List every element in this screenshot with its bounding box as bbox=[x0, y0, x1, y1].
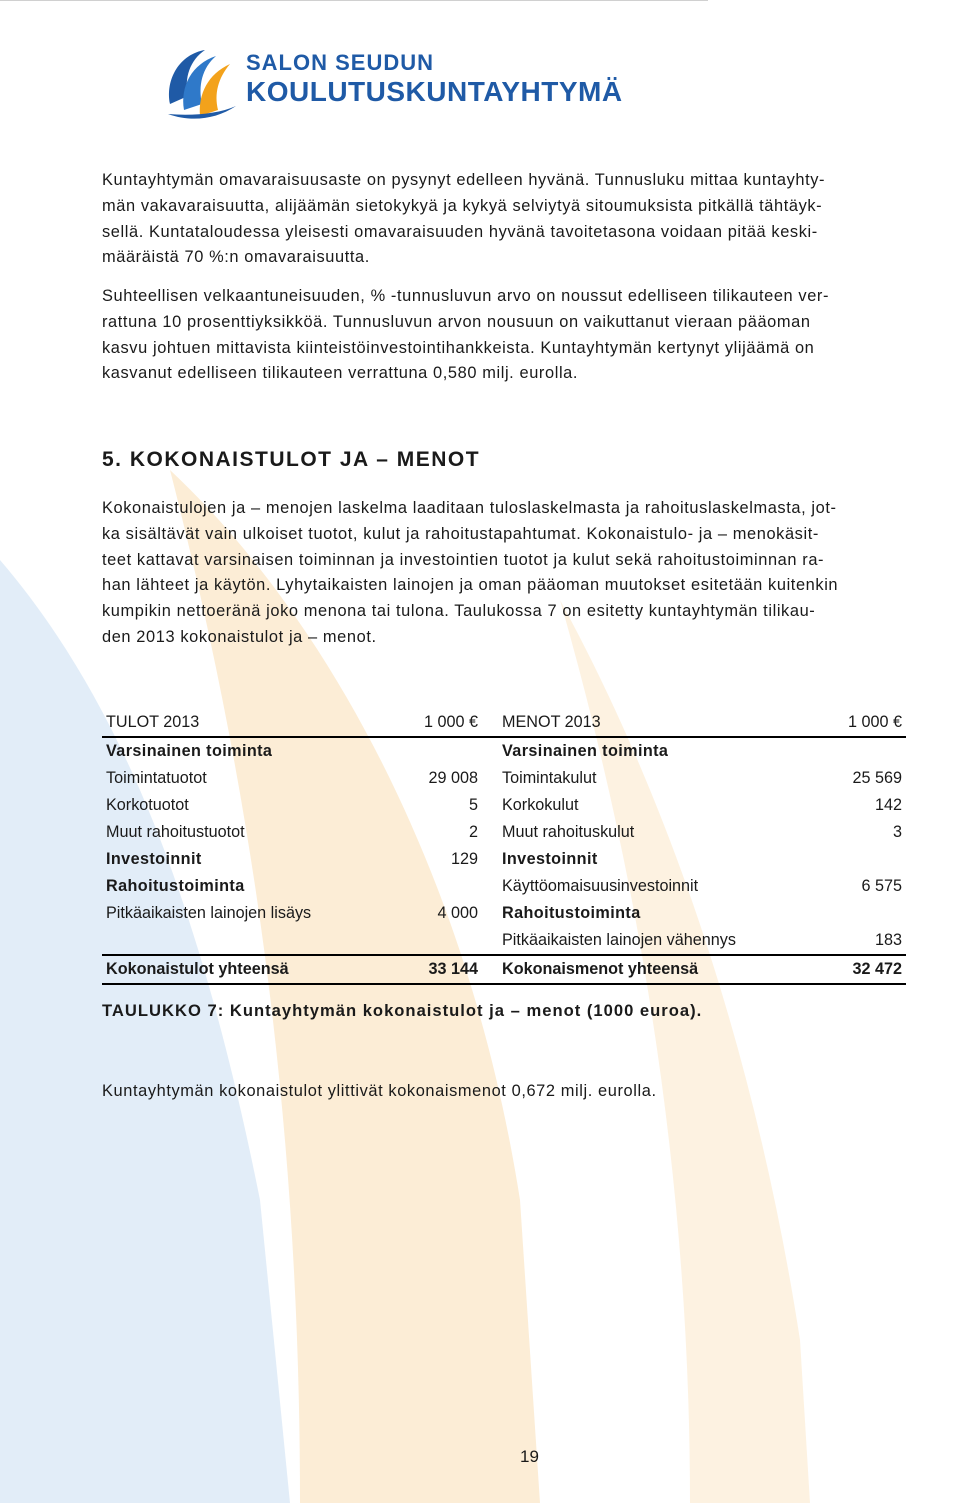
total-income-label: Kokonaistulot yhteensä bbox=[102, 955, 382, 984]
income-item-value bbox=[382, 927, 482, 955]
text-line: sellä. Kuntataloudessa yleisesti omavaraisuuden hyvänä tavoitetasona voidaan pitää keski- bbox=[102, 222, 818, 241]
table-row bbox=[102, 900, 906, 927]
expense-item-label: Varsinainen toiminta bbox=[502, 742, 669, 760]
expense-item-value: 3 bbox=[892, 823, 902, 841]
logo-line-2: KOULUTUSKUNTAYHTYMÄ bbox=[246, 76, 623, 107]
expense-item-value: 6 575 bbox=[861, 877, 902, 895]
income-item-label: Varsinainen toiminta bbox=[106, 742, 273, 760]
text-line: Kuntayhtymän kokonaistulot ylittivät kokonaismenot 0,672 milj. eurolla. bbox=[102, 1082, 657, 1100]
section-heading: 5. KOKONAISTULOT JA – MENOT bbox=[102, 448, 481, 471]
income-item-label bbox=[102, 927, 382, 955]
text-line: kasvanut edelliseen tilikauteen verrattuna 0,580 milj. eurolla. bbox=[102, 364, 579, 383]
table-row bbox=[102, 846, 906, 873]
income-item-value: 129 bbox=[450, 850, 478, 868]
header-expense-unit: 1 000 € bbox=[808, 709, 906, 737]
logo-line-1: SALON SEUDUN bbox=[246, 50, 435, 75]
table-row bbox=[102, 927, 906, 955]
column-gap bbox=[482, 900, 498, 927]
total-expense-value: 32 472 bbox=[808, 955, 906, 984]
text-line: määräistä 70 %:n omavaraisuutta. bbox=[102, 248, 370, 267]
paragraph-solvency bbox=[102, 168, 908, 271]
paragraph-closing bbox=[102, 1079, 908, 1105]
table-total-row bbox=[102, 955, 906, 984]
text-line: män vakavaraisuutta, alijäämän sietokykyä ja kykyä selviytyä sitoumuksista pitkällä tähtäyk- bbox=[102, 196, 823, 215]
expense-item-label: Rahoitustoiminta bbox=[502, 904, 641, 922]
table-row bbox=[102, 819, 906, 846]
expense-item-label: Investoinnit bbox=[502, 850, 598, 868]
top-rule bbox=[0, 0, 708, 1]
table-row bbox=[102, 765, 906, 792]
expense-item-label: Korkokulut bbox=[502, 796, 579, 814]
income-item-value: 2 bbox=[468, 823, 478, 841]
table-row bbox=[102, 873, 906, 900]
income-item-value bbox=[382, 737, 482, 765]
expense-item-value bbox=[808, 737, 906, 765]
header-income-label: TULOT 2013 bbox=[102, 709, 382, 737]
expense-item-value bbox=[808, 900, 906, 927]
income-item-label: Toimintatuotot bbox=[106, 769, 207, 787]
text-line: kasvu johtuen mittavista kiinteistöinvestointihankkeista. Kuntayhtymän kertynyt ylijäämä on bbox=[102, 338, 815, 357]
text-line: kumpikin nettoeränä joko menona tai tulona. Taulukossa 7 on esitetty kuntayhtymän tilikau- bbox=[102, 602, 816, 621]
income-item-label: Pitkäaikaisten lainojen lisäys bbox=[106, 904, 312, 922]
text-line: han lähteet ja käytön. Lyhytaikaisten lainojen ja oman pääoman muutokset esitetään kuitenkin bbox=[102, 576, 839, 595]
table-caption: TAULUKKO 7: Kuntayhtymän kokonaistulot ja – menot (1000 euroa). bbox=[102, 1001, 703, 1020]
column-gap bbox=[482, 737, 498, 765]
text-line: ka sisältävät vain ulkoiset tuotot, kulut ja rahoitustapahtumat. Kokonaistulo- ja – menokäsit- bbox=[102, 524, 819, 543]
income-item-value: 4 000 bbox=[437, 904, 478, 922]
income-item-value: 5 bbox=[468, 796, 478, 814]
page-number: 19 bbox=[520, 1447, 539, 1466]
table-row bbox=[102, 737, 906, 765]
column-gap bbox=[482, 819, 498, 846]
expense-item-value bbox=[808, 846, 906, 873]
expense-item-label: Toimintakulut bbox=[502, 769, 597, 787]
column-gap bbox=[482, 846, 498, 873]
income-expense-table bbox=[102, 709, 906, 985]
text-line: Kokonaistulojen ja – menojen laskelma laaditaan tuloslaskelmasta ja rahoituslaskelmasta, jot- bbox=[102, 499, 837, 517]
expense-item-label: Pitkäaikaisten lainojen vähennys bbox=[502, 931, 736, 949]
column-gap bbox=[482, 792, 498, 819]
column-gap bbox=[482, 873, 498, 900]
header-expense-label: MENOT 2013 bbox=[498, 709, 808, 737]
income-item-value bbox=[382, 873, 482, 900]
expense-item-label: Muut rahoituskulut bbox=[502, 823, 635, 841]
column-gap bbox=[482, 927, 498, 955]
income-item-label: Rahoitustoiminta bbox=[106, 877, 245, 895]
income-item-label: Investoinnit bbox=[106, 850, 202, 868]
expense-item-value: 142 bbox=[874, 796, 902, 814]
header-income-unit: 1 000 € bbox=[382, 709, 482, 737]
column-gap bbox=[482, 765, 498, 792]
text-line: teet kattavat varsinaisen toiminnan ja investointien tuotot ja kulut sekä rahoitustoiminnan ra- bbox=[102, 550, 825, 569]
expense-item-label: Käyttöomaisuusinvestoinnit bbox=[502, 877, 699, 895]
table-header-row bbox=[102, 709, 906, 737]
expense-item-value: 25 569 bbox=[852, 769, 902, 787]
logo-emblem-icon bbox=[160, 44, 240, 124]
expense-item-value: 183 bbox=[874, 931, 902, 949]
company-logo bbox=[160, 44, 650, 124]
table-row bbox=[102, 792, 906, 819]
text-line: Kuntayhtymän omavaraisuusaste on pysynyt edelleen hyvänä. Tunnusluku mittaa kuntayhty- bbox=[102, 171, 826, 189]
total-income-value: 33 144 bbox=[382, 955, 482, 984]
text-line: Suhteellisen velkaantuneisuuden, % -tunnusluvun arvo on noussut edelliseen tilikauteen ver- bbox=[102, 287, 830, 305]
total-expense-label: Kokonaismenot yhteensä bbox=[498, 955, 808, 984]
text-line: rattuna 10 prosenttiyksikköä. Tunnusluvun arvon nousuun on vaikuttanut vieraan pääoman bbox=[102, 312, 811, 331]
income-item-value: 29 008 bbox=[428, 769, 478, 787]
text-line: den 2013 kokonaistulot ja – menot. bbox=[102, 627, 377, 646]
income-item-label: Muut rahoitustuotot bbox=[106, 823, 245, 841]
paragraph-total-income bbox=[102, 496, 908, 651]
paragraph-indebtedness bbox=[102, 284, 908, 387]
income-item-label: Korkotuotot bbox=[106, 796, 189, 814]
